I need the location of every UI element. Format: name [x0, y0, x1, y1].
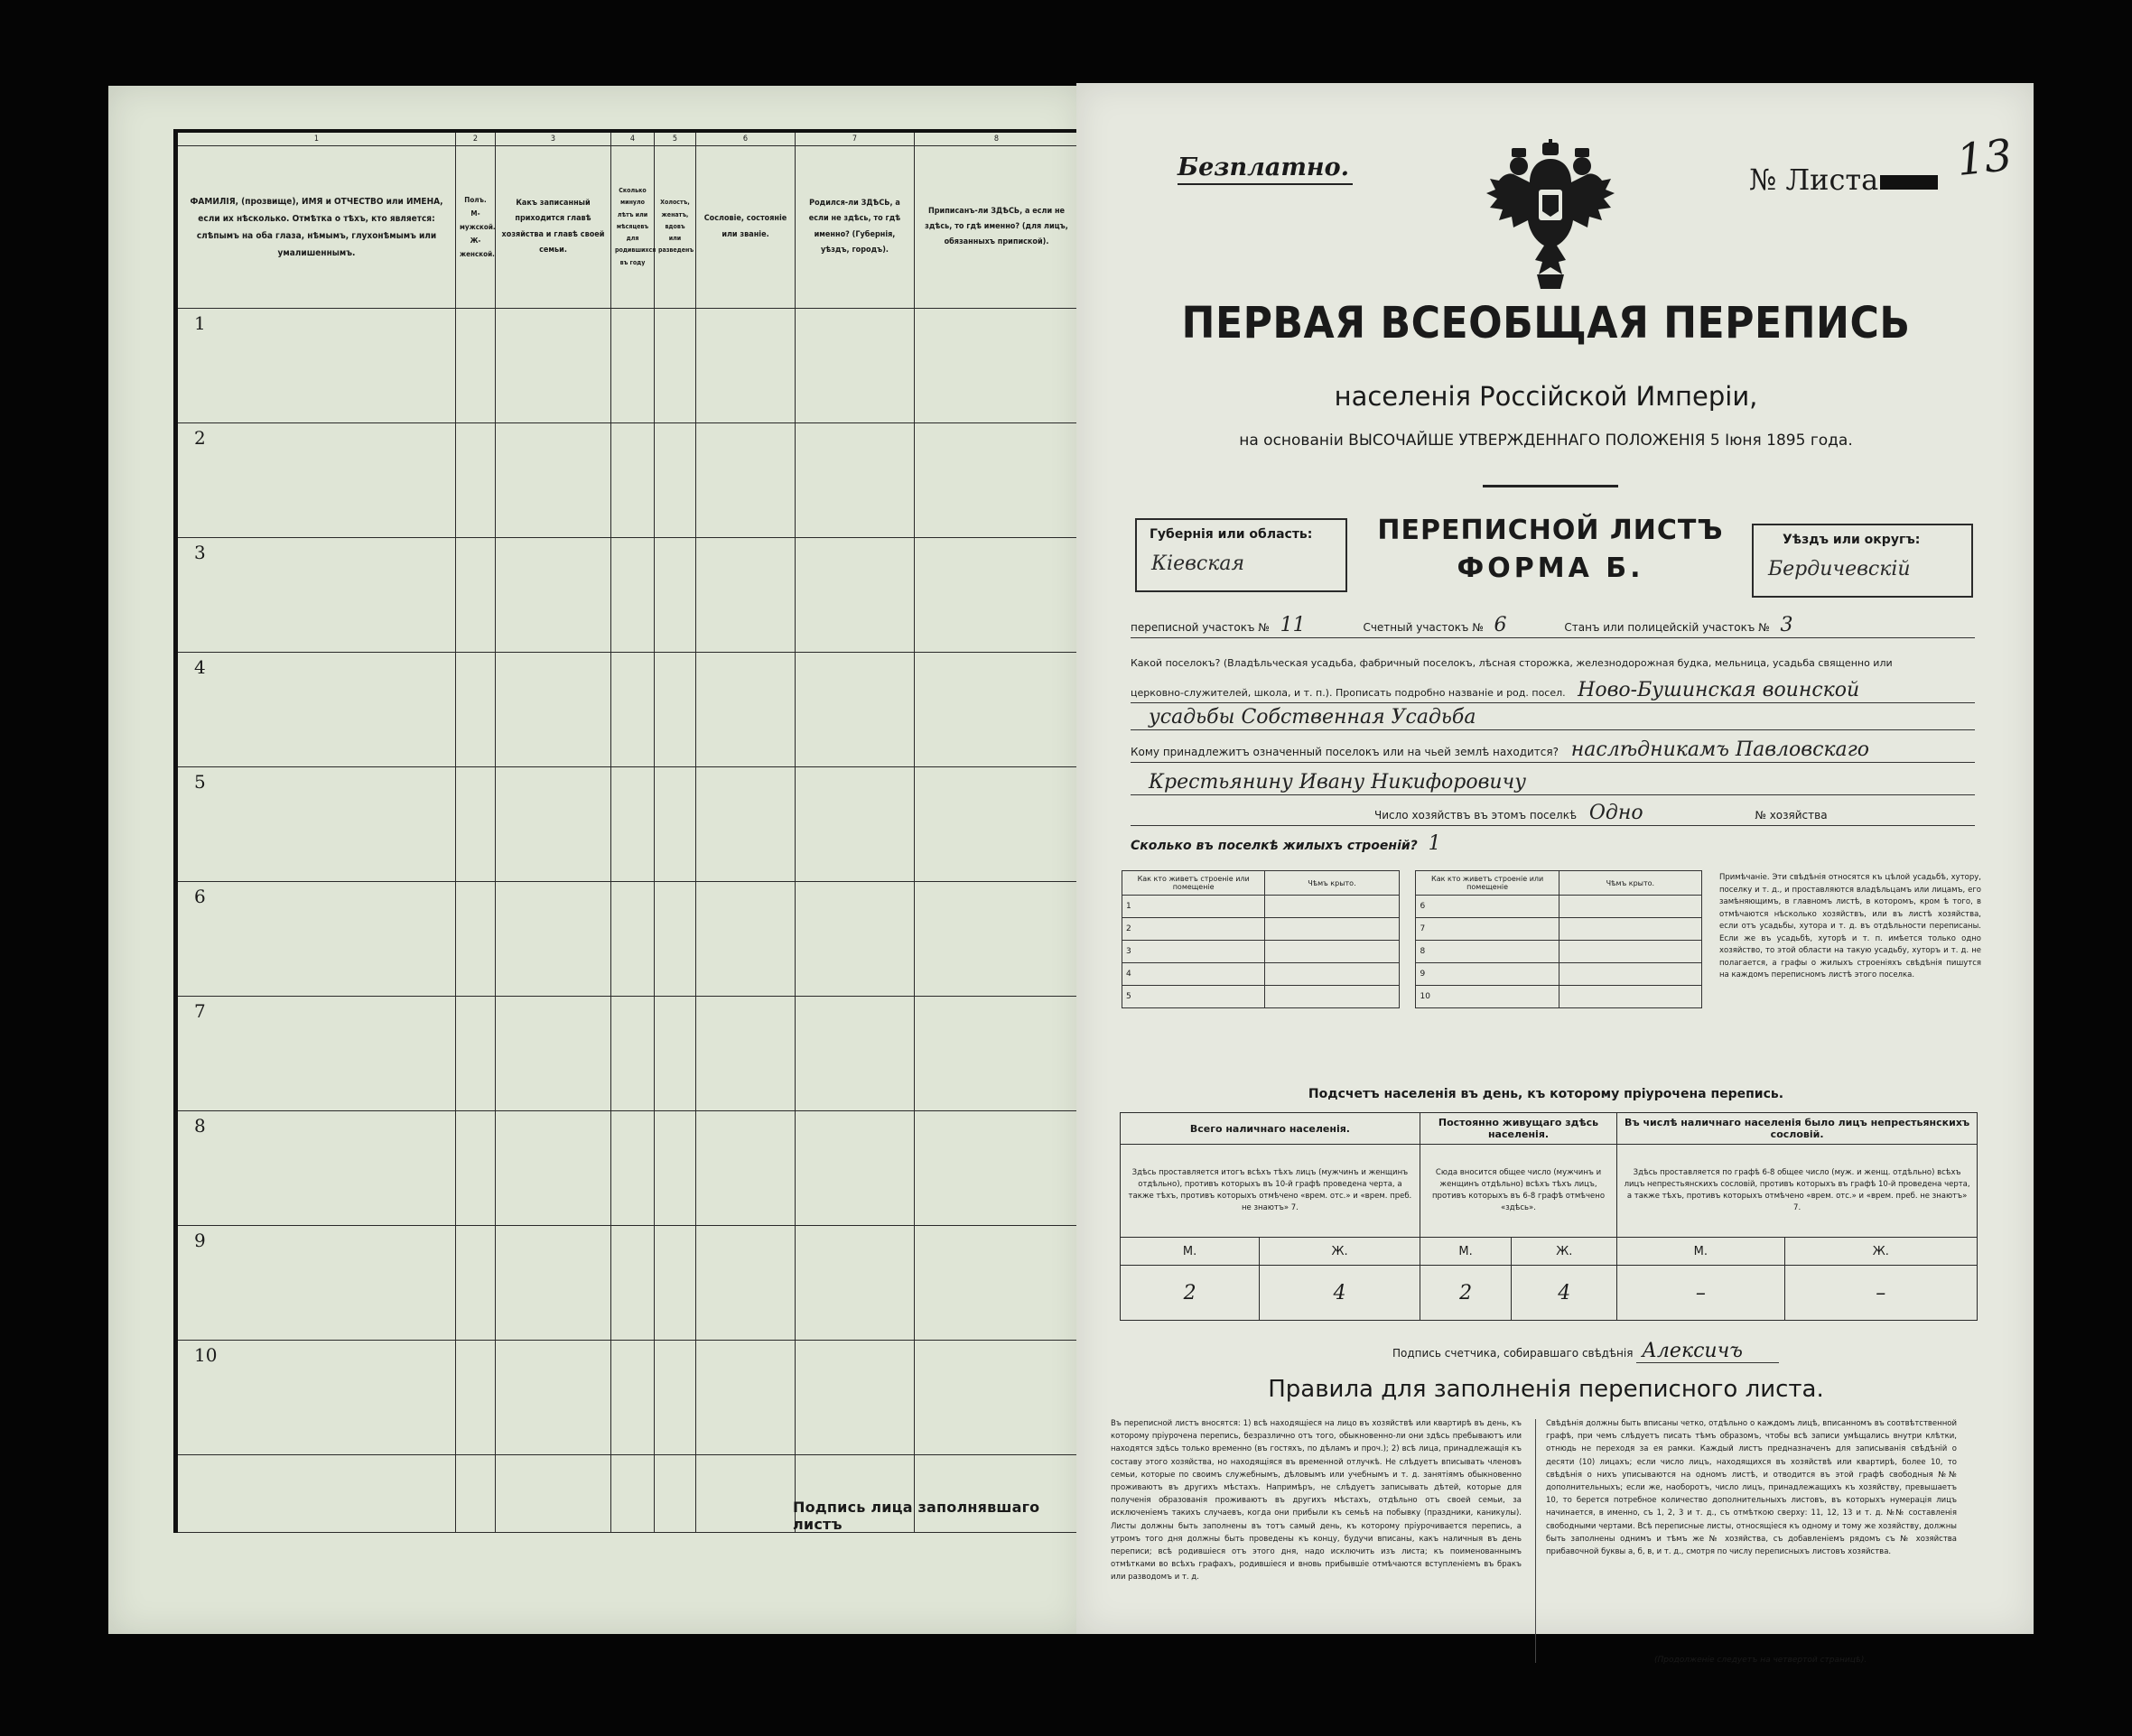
- row-number: 6: [176, 882, 456, 997]
- buildings-table: [1122, 870, 1702, 1008]
- rules-text-right: Свѣдѣнія должны быть вписаны четко, отдѣльно о каждомъ лицѣ, вписанномъ въ соотвѣтственной графѣ, при чемъ слѣдуетъ писать тѣмъ образомъ, чтобы всѣ записи умѣщались внутри клѣтки, отнюдь не переходя за ея рамки. Каждый листъ предназначенъ для записыванія свѣдѣній о десяти (10) лицахъ; если число лицъ, находящихся въ хозяйствѣ или квартирѣ, более 10, то свѣдѣнія о нихъ уписываются на одномъ листѣ, и отводится въ этой графѣ свободныя №№ дополнительныхъ; если же, наоборотъ, число лицъ, принадлежащихъ къ хозяйству, превышаетъ 10, то берется потребное количество дополнительныхъ листовъ, въ которыхъ нумерація лицъ начинается, в именно, съ 1, 2, 3 и т. д., съ отмѣткою сверху: 11, 12, 13 и т. д. №№ составленія свободными чертами. Всѣ переписные листы, относящіеся къ одному и тому же хозяйству, должны быть заполнены однимъ и тѣмъ же № хозяйства, съ добавленіемъ рядомъ съ № хозяйства прибавочной буквы а, б, в, и т. д., смотря по числу переписныхъ листовъ хозяйства.: [1546, 1419, 1957, 1557]
- table-row: [176, 538, 1079, 653]
- households-value: Одно: [1588, 802, 1643, 824]
- left-page: [108, 86, 1084, 1634]
- col-number: 5: [655, 131, 696, 146]
- count-group-desc: Здѣсь проставляется по графѣ 6-8 общее число (муж. и женщ. отдѣльно) всѣхъ лицъ непрестьянскихъ сословій, противъ которыхъ въ графѣ 10-й проведена черта, а также тѣхъ, противъ которыхъ отмѣчено «врем. отс.» и «врем. преб. не знаютъ» 7.: [1617, 1145, 1978, 1238]
- rules-text-left: Въ переписной листъ вносятся: 1) всѣ находящіеся на лицо въ хозяйствѣ или квартирѣ въ день, къ которому пріурочена перепись, безразлично отъ того, обыкновенно-ли они здѣсь пребываютъ или находятся здѣсь только временно (въ гостяхъ, по дѣламъ и проч.); 2) всѣ лица, принадлежащія къ составу этого хозяйства, но находящіяся въ временной отлучкѣ. Не слѣдуетъ вписывать членовъ семьи, которые по своимъ служебнымъ, дѣловымъ или учебнымъ и т. д. занятіямъ обыкновенно проживаютъ въ другихъ мѣстахъ. Напримѣръ, не слѣдуетъ записывать дѣтей, которые для полученія образованія проживаютъ въ другихъ мѣстахъ, отдѣльно отъ своей семьи, за исключеніемъ такихъ случаевъ, когда они прибыли къ семьѣ на побывку (праздники, каникулы). Листы должны быть заполнены въ тотъ самый день, къ которому пріурочивается перепись, а утромъ того дня должны быть проведены къ концу, будучи вписаны, какъ наличныя въ день переписи; всѣ родившіеся отъ этого дня, надо исключить изъ листа; къ поименованнымъ отмѣтками во всѣхъ графахъ, родившіеся и вновь прибывшіе отмѣчаются вступленіемъ въ бракъ или разводомъ и т. д.: [1111, 1419, 1522, 1583]
- settlement-line: [1131, 679, 1975, 703]
- gubernia-label: Губернія или область:: [1150, 527, 1313, 542]
- owner-label: Кому принадлежитъ означенный поселокъ или на чьей землѣ находится?: [1131, 746, 1559, 758]
- owner-line-2: [1131, 771, 1975, 795]
- settlement-value-2: усадьбы Собственная Усадьба: [1149, 706, 1476, 729]
- col-header-estate: Сословіе, состояніе или званіе.: [696, 146, 796, 309]
- row-number: 7: [1416, 918, 1559, 941]
- row-number: 10: [1416, 986, 1559, 1008]
- rules-title: Правила для заполненія переписного листа.: [1268, 1376, 1824, 1403]
- table-row: [176, 997, 1079, 1111]
- col-header-sex: Полъ. М-мужской. Ж-женской.: [456, 146, 496, 309]
- households-line: [1131, 802, 1975, 826]
- household-number-label: № хозяйства: [1755, 809, 1828, 822]
- count-district-value: 6: [1494, 614, 1507, 636]
- settlement-label-2: церковно-служителей, школа, и т. п.). Прописать подробно названіе и род. посел.: [1131, 687, 1566, 699]
- count-heading: Подсчетъ населенія въ день, къ которому пріурочена перепись.: [1308, 1087, 1784, 1101]
- sex-header: Ж.: [1512, 1238, 1617, 1266]
- buildings-line: [1131, 832, 1975, 856]
- census-table: [173, 129, 1079, 1533]
- col-number: 1: [176, 131, 456, 146]
- counter-signature-value: Алексичъ: [1636, 1340, 1779, 1363]
- col-header-relation: Какъ записанный приходится главѣ хозяйства и главѣ своей семьи.: [496, 146, 611, 309]
- settlement-value: Ново-Бушинская воинской: [1578, 679, 1860, 701]
- form-title: ПЕРЕПИСНОЙ ЛИСТЪ: [1377, 515, 1724, 546]
- sex-header: Ж.: [1260, 1238, 1420, 1266]
- count-group-desc: Здѣсь проставляется итогъ всѣхъ тѣхъ лицъ (мужчинъ и женщинъ отдѣльно), противъ которыхъ въ 10-й графѣ проведена черта, а также тѣхъ, противъ которыхъ отмѣчено «врем. отс.» и «врем. преб. не знаютъ» 7.: [1121, 1145, 1420, 1238]
- row-number: 2: [1122, 918, 1265, 941]
- row-number: 3: [1122, 941, 1265, 963]
- col-header-birthplace: Родился-ли ЗДѢСЬ, а если не здѣсь, то гдѣ именно? (Губернія, уѣздъ, городъ).: [796, 146, 915, 309]
- sheet-number: [1749, 162, 1938, 197]
- continued-note: (Продолженіе следуетъ на четвертой страницѣ).: [1654, 1656, 1867, 1665]
- row-number: 9: [1416, 963, 1559, 986]
- table-row: [176, 882, 1079, 997]
- owner-line: [1131, 738, 1975, 763]
- count-value: 2: [1121, 1266, 1260, 1321]
- col-header-registered: Приписанъ-ли ЗДѢСЬ, а если не здѣсь, то гдѣ именно? (для лицъ, обязанныхъ припиской).: [915, 146, 1079, 309]
- buildings-col-head: Как кто живетъ строеніе или помещеніе: [1416, 871, 1559, 896]
- sex-header: М.: [1617, 1238, 1784, 1266]
- column-header-row: [176, 146, 1079, 309]
- redaction-mark: [1880, 175, 1938, 190]
- uezd-box: [1752, 524, 1973, 598]
- row-number: 1: [176, 309, 456, 423]
- buildings-col-head: Чѣмъ крыто.: [1559, 871, 1701, 896]
- row-number: 7: [176, 997, 456, 1111]
- divider: [1535, 1419, 1536, 1663]
- row-number: 1: [1122, 896, 1265, 918]
- sex-header: М.: [1121, 1238, 1260, 1266]
- counter-signature-label: Подпись счетчика, собиравшаго свѣдѣнія: [1392, 1347, 1634, 1360]
- row-number: 2: [176, 423, 456, 538]
- buildings-col-head: Чѣмъ крыто.: [1265, 871, 1399, 896]
- form-title-block: [1374, 512, 1727, 588]
- count-value: 4: [1512, 1266, 1617, 1321]
- uezd-value: Бердичевскій: [1768, 558, 1911, 580]
- row-number: 3: [176, 538, 456, 653]
- table-row: [176, 767, 1079, 882]
- row-number: 10: [176, 1341, 456, 1455]
- count-value: –: [1617, 1266, 1784, 1321]
- col-header-name: ФАМИЛІЯ, (прозвище), ИМЯ и ОТЧЕСТВО или ИМЕНА, если их нѣсколько. Отмѣтка о тѣхъ, кто является: слѣпымъ на оба глаза, нѣмымъ, глухонѣмымъ или умалишеннымъ.: [176, 146, 456, 309]
- gubernia-value: Кіевская: [1151, 552, 1245, 575]
- sheet-handwritten-number: 13: [1954, 129, 2015, 187]
- count-value: 2: [1420, 1266, 1512, 1321]
- count-group-header: Постоянно живущаго здѣсь населенія.: [1420, 1113, 1616, 1145]
- right-page: [1076, 83, 2034, 1665]
- police-district-label: Станъ или полицейскій участокъ №: [1564, 621, 1770, 634]
- counter-signature-line: [1167, 1340, 1979, 1362]
- count-value: –: [1784, 1266, 1977, 1321]
- column-number-row: [176, 131, 1079, 146]
- settlement-label: Какой поселокъ? (Владѣльческая усадьба, фабричный поселокъ, лѣсная сторожка, железнодорожная будка, мельница, усадьба священно или: [1131, 657, 1893, 669]
- sex-header: М.: [1420, 1238, 1512, 1266]
- row-number: 8: [176, 1111, 456, 1226]
- form-name: ФОРМА Б.: [1457, 552, 1644, 584]
- col-header-age: Сколько минуло лѣтъ или мѣсяцевъ для родившихся въ году: [611, 146, 655, 309]
- col-header-marital: Холостъ, женатъ, вдовъ или разведенъ: [655, 146, 696, 309]
- owner-value: наслѣдникамъ Павловскаго: [1570, 738, 1870, 761]
- table-row: [176, 309, 1079, 423]
- basis-text: на основаніи ВЫСОЧАЙШЕ УТВЕРЖДЕННАГО ПОЛОЖЕНІЯ 5 Іюня 1895 года.: [1239, 432, 1853, 450]
- count-value: 4: [1260, 1266, 1420, 1321]
- row-number: 5: [176, 767, 456, 882]
- count-district-label: Счетный участокъ №: [1363, 621, 1484, 634]
- table-row: [176, 653, 1079, 767]
- signature-label: Подпись лица заполнявшаго листъ: [793, 1499, 1040, 1533]
- owner-value-2: Крестьянину Ивану Никифоровичу: [1149, 771, 1526, 794]
- buildings-label: Сколько въ поселкѣ жилыхъ строеній?: [1131, 839, 1418, 853]
- col-number: 6: [696, 131, 796, 146]
- col-number: 8: [915, 131, 1079, 146]
- col-number: 7: [796, 131, 915, 146]
- count-group-header: Въ числѣ наличнаго населенія было лицъ непрестьянскихъ сословій.: [1617, 1113, 1978, 1145]
- row-number: 8: [1416, 941, 1559, 963]
- table-row: [176, 1341, 1079, 1455]
- col-number: 4: [611, 131, 655, 146]
- row-number: 9: [176, 1226, 456, 1341]
- district-line: [1131, 614, 1975, 638]
- population-count-table: [1120, 1112, 1978, 1321]
- table-row: [176, 423, 1079, 538]
- row-number: 5: [1122, 986, 1265, 1008]
- count-group-header: Всего наличнаго населенія.: [1121, 1113, 1420, 1145]
- row-number: 4: [1122, 963, 1265, 986]
- buildings-note: Примѣчаніе. Эти свѣдѣнія относятся къ цѣлой усадьбѣ, хутору, поселку и т. д., и проставляются владѣльцамъ или лицамъ, его замѣняющимъ, в главномъ листѣ, в которомъ, кром ѣ того, в отмѣчаются нѣсколько хозяйствъ, или въ листѣ хозяйства, если отъ усадьбы, хутора и т. д. въ отдѣльности переписаны. Если же въ усадьбѣ, хуторѣ и т. п. имѣется только одно хозяйство, то этой области на такую усадьбу, хуторъ и т. д. не полагается, а графы о жилыхъ строеніяхъ свѣдѣнія пишутся на каждомъ переписномъ листѣ этого поселка.: [1719, 873, 1981, 979]
- district-label: переписной участокъ №: [1131, 621, 1270, 634]
- table-row: [176, 1226, 1079, 1341]
- page-title: ПЕРВАЯ ВСЕОБЩАЯ ПЕРЕПИСЬ: [1181, 298, 1911, 348]
- buildings-value: 1: [1428, 832, 1441, 855]
- free-label: Безплатно.: [1178, 153, 1353, 185]
- page-subtitle: населенія Россійской Имперіи,: [1334, 381, 1758, 412]
- gubernia-box: [1135, 518, 1347, 592]
- divider: [1483, 485, 1618, 487]
- uezd-label: Уѣздъ или округъ:: [1783, 533, 1921, 547]
- police-district-value: 3: [1780, 614, 1793, 636]
- sheet-number-label: № Листа: [1749, 162, 1879, 197]
- double-headed-eagle-icon: [1483, 139, 1618, 292]
- row-number: 6: [1416, 896, 1559, 918]
- col-number: 3: [496, 131, 611, 146]
- row-number: 4: [176, 653, 456, 767]
- count-group-desc: Сюда вносится общее число (мужчинъ и женщинъ отдѣльно) всѣхъ тѣхъ лицъ, противъ которыхъ въ 6-8 графѣ отмѣчено «здѣсь».: [1420, 1145, 1616, 1238]
- settlement-line-2: [1131, 706, 1975, 730]
- table-row: [176, 1111, 1079, 1226]
- sex-header: Ж.: [1784, 1238, 1977, 1266]
- district-value: 11: [1280, 614, 1306, 636]
- buildings-col-head: Как кто живетъ строеніе или помещеніе: [1122, 871, 1265, 896]
- col-number: 2: [456, 131, 496, 146]
- households-label: Число хозяйствъ въ этомъ поселкѣ: [1374, 809, 1578, 822]
